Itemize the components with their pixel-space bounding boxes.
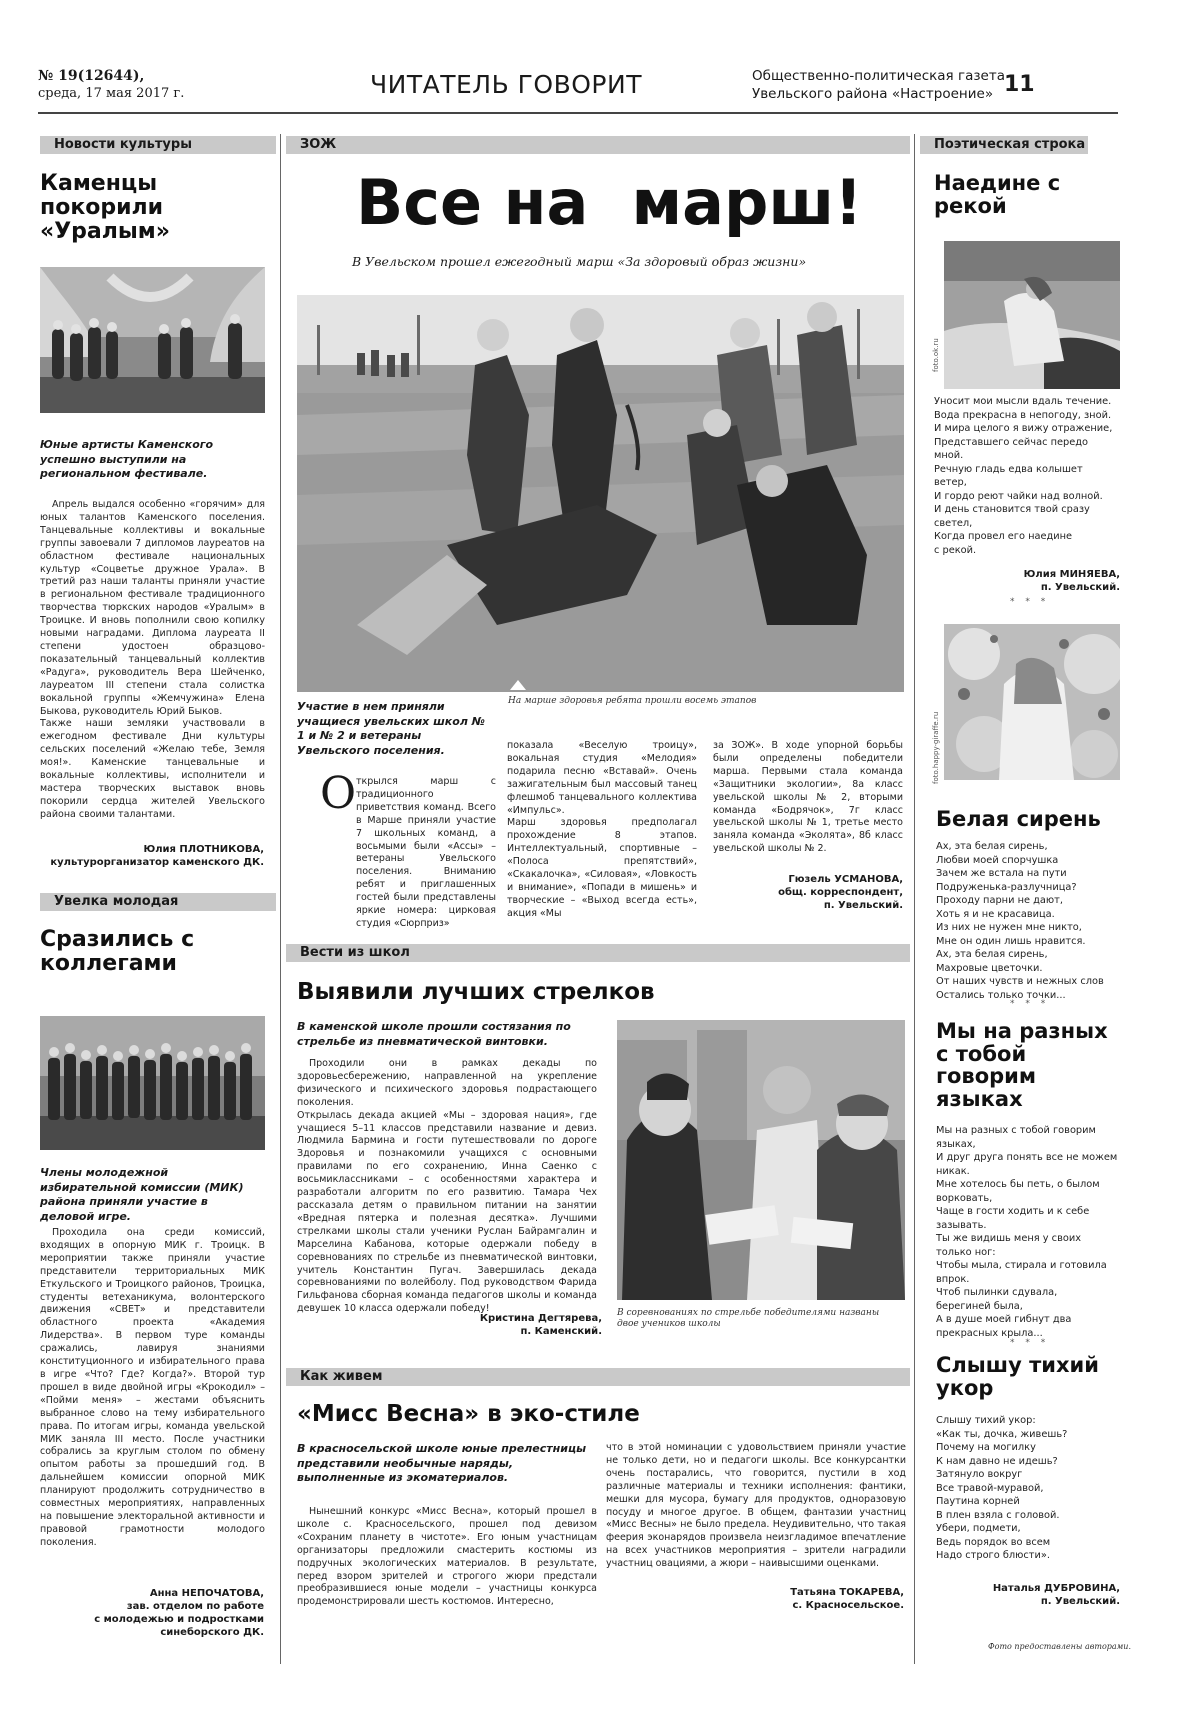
photo-lilac-girl-image <box>944 624 1120 780</box>
body-march-col3 <box>713 740 903 856</box>
page-number: 11 <box>1004 72 1035 97</box>
photo-folk-ensemble <box>40 267 265 413</box>
poem-text-belaya-siren: Ах, эта белая сирень, Любви моей спорчушка Зачем же встала на пути Подруженька-разлучница? Проходу парни не дают, Хоть я и не красавица. Из них не нужен мне никто, Мне он один лишь нравится. Ах, эта белая сирень, Махровые цветочки. От наших чувств и нежных слов Остались только точки... <box>936 841 1104 1001</box>
signature-dubrovina: Наталья ДУБРОВИНА, п. Увельский. <box>992 1583 1120 1607</box>
signature-nepochatova: Анна НЕПОЧАТОВА, зав. отделом по работе с молодежью и подростками синеборского ДК. <box>94 1588 264 1638</box>
paper-name-line1: Общественно-политическая газета <box>752 68 1005 84</box>
photo-credit-ok: foto.ok.ru <box>932 338 940 372</box>
photo-shooting-winners <box>617 1020 905 1300</box>
kicker-youth: Увелка молодая <box>40 893 276 911</box>
photo-lilac-girl <box>944 624 1120 780</box>
poem-title-my-na-raznyh: Мы на разных с тобой говорим языках <box>936 1019 1108 1112</box>
body-miss-col1 <box>297 1506 597 1614</box>
issue-number: № 19(12644), <box>38 68 145 84</box>
body-miss-col2 <box>606 1442 906 1584</box>
body-miss-col1-text: Нынешний конкурс «Мисс Весна», который прошел в школе с. Красносельского, прошел под девизом «Сохраним планету в чистоте». Его юным участницам организаторы предложили смастерить костюмы из подручных экологических материалов. В результате, перед взором зрителей и строгого жюри предстали преобразившиеся юные модели – участницы конкурса продемонстрировали шесть костюмов. Интересно, <box>297 1506 597 1608</box>
issue-date: среда, 17 мая 2017 г. <box>38 86 185 101</box>
photo-caption-march: На марше здоровья ребята прошли восемь этапов <box>508 696 757 706</box>
column-divider-left <box>280 134 281 1664</box>
photo-health-march <box>297 295 904 692</box>
poem-title-slyshu: Слышу тихий укор <box>936 1353 1099 1400</box>
signature-usmanova: Гюзель УСМАНОВА, общ. корреспондент, п. Увельский. <box>778 874 903 911</box>
kicker-school-news: Вести из школ <box>286 944 910 962</box>
body-march-col1-text: ткрылся марш с традиционного приветствия команд. Всего в Марше приняли участие 7 школьных команд, а восьмыми были «Ассы» – ветераны Увельского поселения. Вниманию ребят и приглашенных гостей были представлены яркие номера: цирковая студия «Сюрприз» <box>356 776 496 929</box>
photo-river-girl <box>944 241 1120 389</box>
article-title-srazilis: Сразились с коллегами <box>40 927 195 976</box>
body-srazilis <box>40 1227 265 1587</box>
kicker-zozh: ЗОЖ <box>286 136 910 154</box>
article-title-kamentsy: Каменцы покорили «Уралым» <box>40 171 170 244</box>
kicker-kak-zhivem: Как живем <box>286 1368 910 1386</box>
page-header <box>38 64 1138 112</box>
photo-folk-ensemble-image <box>40 267 265 413</box>
signature-tokareva: Татьяна ТОКАРЕВА, с. Красносельское. <box>790 1587 904 1611</box>
separator-stars-3: * * * <box>1010 1338 1050 1348</box>
photo-health-march-image <box>297 295 904 692</box>
article-title-vse-na-marsh: Все на марш! <box>356 166 863 239</box>
signature-minyaeva: Юлия МИНЯЕВА, п. Увельский. <box>1023 569 1120 593</box>
body-march-col3-text: за ЗОЖ». В ходе упорной борьбы были определены победители марша. Первыми стала команда «Защитники экологии», 8а класс увельской школы № 2, вторыми команда «Бодрячок», 7г класс увельской школы № 1, третье место заняла команда «Эколята», 8б класс увельской школы № 2. <box>713 740 903 855</box>
photo-youth-commission <box>40 1016 265 1150</box>
separator-stars-1: * * * <box>1010 597 1050 607</box>
lead-kamentsy: Юные артисты Каменского успешно выступили на региональном фестивале. <box>40 438 214 481</box>
photo-caption-shooting: В соревнованиях по стрельбе победителями названы двое учеников школы <box>617 1308 880 1330</box>
body-kamentsy <box>40 499 265 839</box>
kicker-poetry: Поэтическая строка <box>920 136 1088 154</box>
kicker-culture-news: Новости культуры <box>40 136 276 154</box>
signature-plotnikova: Юлия ПЛОТНИКОВА, культурорганизатор каменского ДК. <box>50 844 264 868</box>
poem-title-belaya-siren: Белая сирень <box>936 807 1101 831</box>
body-march-col1 <box>356 776 496 931</box>
body-kamentsy-text: Апрель выдался особенно «горячим» для юных талантов Каменского поселения. Танцевальные коллективы и вокальные группы завоевали 7 дипломов лауреатов на областном фестивале национальных культур «Соцветье дружное Урала». В третий раз наши таланты приняли участие в региональном фестивале традиционного творчества тюркских народов «Уралым» в Троицке. И вновь пополнили свою копилку новыми наградами. Диплома лауреата II степени удостоен образцово-показательный танцевальный коллектив «Радуга», руководитель Вера Шейченко, лауреатом III степени стала солистка вокальной группы «Жемчужина» Елена Быкова, руководитель Юрий Быков. Также наши земляки участвовали в ежегодном фестивале Дни культуры сельских поселений «Желаю тебе, Земля моя!». Каменские танцевальные и вокальные коллективы, исполнители и мастера творческих выставок вновь покорили сердца жителей Увельского района своими талантами. <box>40 499 265 820</box>
article-title-strelki: Выявили лучших стрелков <box>297 979 655 1005</box>
poem-text-naedine: Уносит мои мысли вдаль течение. Вода прекрасна в непогоду, зной. И мира целого я вижу отражение, Представшего сейчас передо мной. Речную гладь едва колышет ветер, И гордо реют чайки над волной. И день становится твой сразу светел, Когда провел его наедине с рекой. <box>934 396 1113 556</box>
body-march-col2 <box>507 740 697 921</box>
subtitle-vse-na-marsh: В Увельском прошел ежегодный марш «За здоровый образ жизни» <box>352 254 807 269</box>
photo-river-girl-image <box>944 241 1120 389</box>
separator-stars-2: * * * <box>1010 999 1050 1009</box>
body-strelki-text: Проходили они в рамках декады по здоровьесбережению, направленной на укрепление физического и психического здоровья подрастающего поколения. Открылась декада акцией «Мы – здоровая нация», где учащиеся 5–11 классов представили название и девиз. Людмила Бармина и гости путешествовали по дороге Здоровья и познакомили учащихся с основными правилами по его сохранению, Инна Саенко с восьмиклассниками – с особенностями характера и разработали алгоритм по его развитию. Тамара Чех рассказала детям о правильном питании на занятии «Вредная пятерка и полезная десятка». Лучшими стрелками школы стали ученики Руслан Байрамгалин и Марселина Кабанова, которые одержали победу в соревнованиях по стрельбе из пневматической винтовки, учитель Константин Пугач. Завершилась декада соревнованиями по волейболу. Под руководством Фарида Гильфанова сборная команда педагогов школы и команда девушек 10 класса одержали победу! <box>297 1058 597 1315</box>
body-strelki <box>297 1058 597 1318</box>
poem-title-naedine: Наедине с рекой <box>934 171 1061 218</box>
article-title-miss-vesna: «Мисс Весна» в эко-стиле <box>297 1401 640 1427</box>
lead-vse-na-marsh: Участие в нем приняли учащиеся увельских школ № 1 и № 2 и ветераны Увельского поселения. <box>297 700 485 757</box>
paper-name-line2: Увельского района «Настроение» <box>752 86 994 102</box>
poem-text-slyshu: Слышу тихий укор: «Как ты, дочка, живешь? Почему на могилку К нам давно не идешь? Затянуло вокруг Все травой-муравой, Паутина корней В плен взяла с головой. Убери, подмети, Ведь порядок во всем Надо строго блюсти». <box>936 1415 1068 1562</box>
body-srazilis-text: Проходила она среди комиссий, входящих в опорную МИК г. Троицк. В мероприятии также приняли участие представители территориальных МИК Еткульского и Троицкого районов, Троицка, студенты ветеханикума, волонтерского движения «СВЕТ» и представители областного проекта «Академия Лидерства». В первом туре команды сражались, лавируя знаниями конституционного и избирательного права в игре «Что? Где? Когда?». Второй тур прошел в виде двойной игры «Крокодил» – «Пойми меня» – жестами объяснить выбранное слово на тему избирательного права. По итогам игры, команда увельской МИК заняла III место. После участники собрались за круглым столом по обмену опытом работы за прошедший год. В дальнейшем комиссии опорной МИК планируют продолжить сотрудничество в совместных мероприятиях, направленных на повышение электоральной активности и правовой грамотности молодого поколения. <box>40 1227 265 1548</box>
photo-youth-commission-image <box>40 1016 265 1150</box>
column-divider-right <box>914 134 915 1664</box>
header-rule <box>38 112 1118 114</box>
photo-caption-arrow <box>510 680 526 690</box>
body-march-col2-text: показала «Веселую троицу», вокальная студия «Мелодия» подарила песню «Вставай». Очень зажигательным был массовый танец флешмоб танцевального коллектива «Импульс». Марш здоровья предполагал прохождение 8 этапов. Интеллектуальный, спортивные – «Полоса препятствий», «Скакалочка», «Силовая», «Ловкость и внимание», «Попади в мишень» и творческие – «Выход всегда есть», акция «Мы <box>507 740 697 919</box>
footer-photo-credit: Фото предоставлены авторами. <box>988 1642 1131 1651</box>
dropcap-o: О <box>320 768 357 819</box>
poem-text-my-na-raznyh: Мы на разных с тобой говорим языках, И друг друга понять все не можем никак. Мне хотелось бы петь, о былом ворковать, Чаще в гости ходить и к себе зазывать. Ты же видишь меня у своих только ног: Чтобы мыла, стирала и готовила впрок. Чтоб пылинки сдувала, берегиней была, А в душе моей гибнут два прекрасных крыла... <box>936 1125 1118 1339</box>
section-title: ЧИТАТЕЛЬ ГОВОРИТ <box>370 70 642 99</box>
photo-credit-happy-giraffe: foto.happy-giraffe.ru <box>932 711 940 784</box>
signature-degtyareva: Кристина Дегтярева, п. Каменский. <box>479 1313 602 1337</box>
lead-miss-vesna: В красносельской школе юные прелестницы представили необычные наряды, выполненные из экоматериалов. <box>297 1442 587 1485</box>
lead-srazilis: Члены молодежной избирательной комиссии (МИК) района приняли участие в деловой игре. <box>40 1166 244 1223</box>
body-miss-col2-text: что в этой номинации с удовольствием приняли участие не только дети, но и педагоги школы. Все конкурсантки очень постарались, что говорится, пустили в ход различные материалы и техники исполнения: фантики, мешки для мусора, бумагу для продуктов, одноразовую посуду и многое другое. В общем, фантазии участниц «Мисс Весны» не было предела. Неудивительно, что такая феерия эконарядов произвела неизгладимое впечатление на всех участников мероприятия – зрители наградили участниц овациями, а жюри – наивысшими оценками. <box>606 1442 906 1570</box>
lead-strelki: В каменской школе прошли состязания по стрельбе из пневматической винтовки. <box>297 1020 571 1048</box>
photo-shooting-winners-image <box>617 1020 905 1300</box>
